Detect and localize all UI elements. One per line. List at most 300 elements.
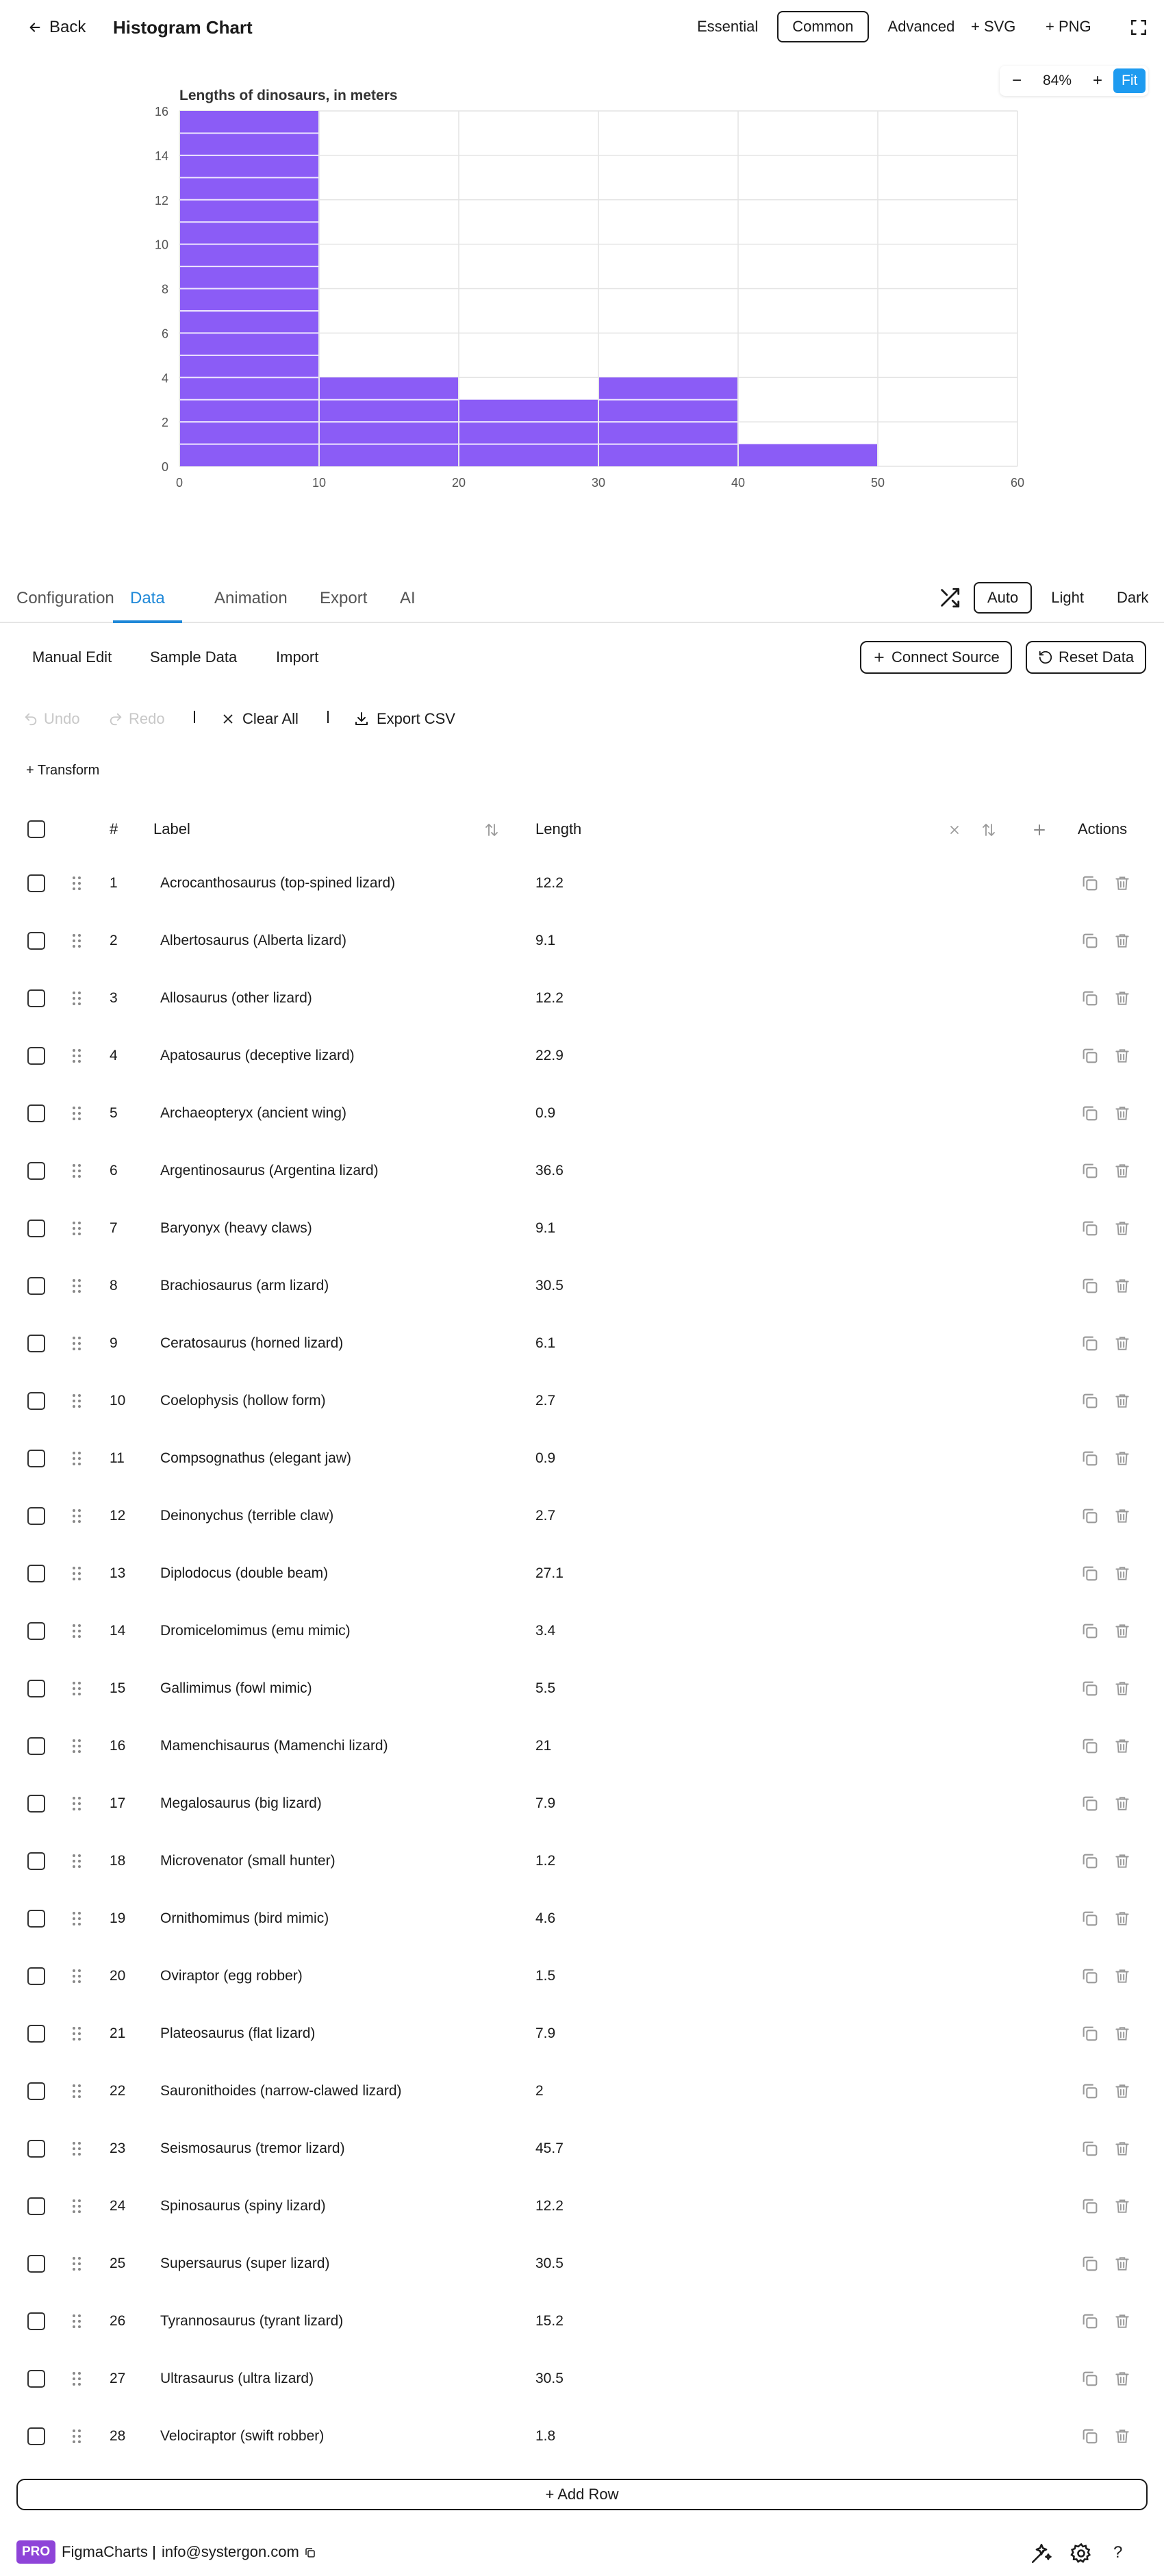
row-checkbox[interactable] — [27, 1104, 45, 1122]
row-length-cell[interactable]: 30.5 — [535, 1278, 564, 1293]
row-length-cell[interactable]: 9.1 — [535, 933, 556, 948]
row-length-cell[interactable]: 12.2 — [535, 875, 564, 891]
row-checkbox[interactable] — [27, 1622, 45, 1640]
chart-title: Lengths of dinosaurs, in meters — [179, 88, 398, 103]
trash-icon[interactable] — [1113, 989, 1131, 1008]
duplicate-icon[interactable] — [1080, 1737, 1100, 1756]
tab-data[interactable]: Data — [113, 589, 182, 623]
col-length-header: Length — [535, 820, 582, 837]
row-number: 28 — [110, 2428, 126, 2444]
table-row — [0, 1257, 1164, 1315]
pro-badge: PRO — [16, 2540, 55, 2564]
row-checkbox[interactable] — [27, 2312, 45, 2330]
help-button[interactable]: ? — [1113, 2543, 1123, 2562]
row-checkbox[interactable] — [27, 2370, 45, 2388]
drag-handle-icon[interactable] — [71, 1680, 82, 1697]
row-checkbox[interactable] — [27, 1565, 45, 1582]
undo-label: Undo — [44, 710, 80, 727]
row-checkbox[interactable] — [27, 1450, 45, 1467]
duplicate-icon[interactable] — [1080, 1967, 1100, 1986]
row-checkbox[interactable] — [27, 2025, 45, 2043]
sort-icon[interactable] — [483, 822, 500, 838]
trash-icon[interactable] — [1113, 1219, 1131, 1238]
row-number: 22 — [110, 2083, 126, 2099]
drag-handle-icon[interactable] — [71, 1450, 82, 1467]
table-row — [0, 2408, 1164, 2465]
transform-button[interactable]: + Transform — [26, 763, 100, 778]
undo-icon — [23, 711, 38, 727]
table-row — [0, 855, 1164, 912]
duplicate-icon[interactable] — [1080, 1276, 1100, 1296]
row-number: 7 — [110, 1220, 118, 1236]
drag-handle-icon[interactable] — [71, 875, 82, 892]
trash-icon[interactable] — [1113, 1334, 1131, 1353]
trash-icon[interactable] — [1113, 2024, 1131, 2043]
row-label-cell[interactable]: Ornithomimus (bird mimic) — [160, 1910, 329, 1926]
x-tick-label: 20 — [451, 476, 466, 490]
zoom-in-button[interactable]: + — [1092, 71, 1102, 90]
y-tick-label: 10 — [154, 238, 168, 252]
trash-icon[interactable] — [1113, 1679, 1131, 1698]
row-length-cell[interactable]: 1.8 — [535, 2428, 556, 2444]
row-checkbox[interactable] — [27, 932, 45, 950]
divider — [153, 2546, 155, 2560]
drag-handle-icon[interactable] — [71, 1565, 82, 1582]
duplicate-icon[interactable] — [1080, 989, 1100, 1008]
row-number: 1 — [110, 875, 118, 891]
row-number: 21 — [110, 2025, 126, 2041]
duplicate-icon[interactable] — [1080, 931, 1100, 950]
clear-all-label: Clear All — [242, 710, 299, 727]
reset-data-button[interactable] — [1026, 641, 1146, 674]
table-row — [0, 2235, 1164, 2293]
row-length-cell[interactable]: 4.6 — [535, 1910, 556, 1926]
row-checkbox[interactable] — [27, 2427, 45, 2445]
row-label-cell[interactable]: Ceratosaurus (horned lizard) — [160, 1335, 344, 1351]
row-checkbox[interactable] — [27, 1335, 45, 1352]
trash-icon[interactable] — [1113, 1046, 1131, 1065]
row-label-cell[interactable]: Ultrasaurus (ultra lizard) — [160, 2371, 314, 2386]
row-length-cell[interactable]: 21 — [535, 1738, 552, 1754]
row-length-cell[interactable]: 5.5 — [535, 1680, 556, 1696]
duplicate-icon[interactable] — [1080, 2312, 1100, 2331]
copy-icon[interactable] — [304, 2547, 316, 2559]
duplicate-icon[interactable] — [1080, 2024, 1100, 2043]
row-length-cell[interactable]: 6.1 — [535, 1335, 556, 1351]
row-length-cell[interactable]: 30.5 — [535, 2256, 564, 2271]
row-number: 20 — [110, 1968, 126, 1984]
row-checkbox[interactable] — [27, 1507, 45, 1525]
table-row — [0, 912, 1164, 970]
row-label-cell[interactable]: Coelophysis (hollow form) — [160, 1393, 326, 1409]
duplicate-icon[interactable] — [1080, 1334, 1100, 1353]
zoom-out-button[interactable]: − — [1011, 71, 1022, 90]
trash-icon[interactable] — [1113, 874, 1131, 893]
table-row — [0, 1545, 1164, 1602]
row-length-cell[interactable]: 1.2 — [535, 1853, 556, 1869]
row-number: 11 — [110, 1450, 125, 1466]
row-length-cell[interactable]: 30.5 — [535, 2371, 564, 2386]
tab-ai[interactable]: AI — [400, 589, 416, 607]
row-label-cell[interactable]: Mamenchisaurus (Mamenchi lizard) — [160, 1738, 388, 1754]
trash-icon[interactable] — [1113, 2254, 1131, 2273]
download-icon — [353, 711, 370, 727]
row-label-cell[interactable]: Dromicelomimus (emu mimic) — [160, 1623, 351, 1639]
row-checkbox[interactable] — [27, 1047, 45, 1065]
table-row — [0, 1027, 1164, 1085]
table-row — [0, 1602, 1164, 1660]
row-label-cell[interactable]: Supersaurus (super lizard) — [160, 2256, 330, 2271]
add-column-icon[interactable] — [1031, 822, 1048, 838]
row-label-cell[interactable]: Sauronithoides (narrow-clawed lizard) — [160, 2083, 402, 2099]
drag-handle-icon[interactable] — [71, 1795, 82, 1812]
table-row — [0, 2062, 1164, 2120]
drag-handle-icon[interactable] — [71, 990, 82, 1007]
divider — [194, 711, 195, 723]
fullscreen-icon[interactable] — [1130, 18, 1148, 36]
table-row — [0, 2005, 1164, 2062]
mode-essential[interactable]: Essential — [697, 18, 759, 35]
row-length-cell[interactable]: 2 — [535, 2083, 544, 2099]
y-tick-label: 6 — [161, 327, 168, 341]
trash-icon[interactable] — [1113, 2427, 1131, 2446]
histogram-chart — [144, 81, 1034, 492]
redo-button[interactable] — [108, 705, 165, 733]
row-number: 8 — [110, 1278, 118, 1293]
row-label-cell[interactable]: Diplodocus (double beam) — [160, 1565, 329, 1581]
row-number: 9 — [110, 1335, 118, 1351]
drag-handle-icon[interactable] — [71, 2313, 82, 2329]
row-checkbox[interactable] — [27, 1967, 45, 1985]
row-label-cell[interactable]: Velociraptor (swift robber) — [160, 2428, 325, 2444]
y-tick-label: 0 — [161, 460, 168, 474]
duplicate-icon[interactable] — [1080, 1564, 1100, 1583]
trash-icon[interactable] — [1113, 1276, 1131, 1296]
drag-handle-icon[interactable] — [71, 2256, 82, 2272]
row-length-cell[interactable]: 9.1 — [535, 1220, 556, 1236]
theme-dark[interactable]: Dark — [1116, 589, 1149, 606]
duplicate-icon[interactable] — [1080, 1046, 1100, 1065]
row-checkbox[interactable] — [27, 2255, 45, 2273]
row-number: 13 — [110, 1565, 126, 1581]
row-checkbox[interactable] — [27, 2082, 45, 2100]
drag-handle-icon[interactable] — [71, 2083, 82, 2099]
theme-light[interactable]: Light — [1051, 589, 1084, 606]
y-tick-label: 2 — [161, 416, 168, 430]
trash-icon[interactable] — [1113, 931, 1131, 950]
duplicate-icon[interactable] — [1080, 1391, 1100, 1411]
row-number: 17 — [110, 1795, 126, 1811]
theme-auto[interactable]: Auto — [974, 582, 1032, 614]
row-checkbox[interactable] — [27, 1852, 45, 1870]
contact-email[interactable]: info@systergon.com — [162, 2543, 299, 2560]
row-length-cell[interactable]: 12.2 — [535, 2198, 564, 2214]
duplicate-icon[interactable] — [1080, 1794, 1100, 1813]
row-label-cell[interactable]: Plateosaurus (flat lizard) — [160, 2025, 316, 2041]
drag-handle-icon[interactable] — [71, 1048, 82, 1064]
drag-handle-icon[interactable] — [71, 2198, 82, 2214]
tab-animation[interactable]: Animation — [214, 589, 288, 607]
row-length-cell[interactable]: 0.9 — [535, 1105, 556, 1121]
duplicate-icon[interactable] — [1080, 1909, 1100, 1928]
table-header — [0, 809, 1164, 849]
duplicate-icon[interactable] — [1080, 2082, 1100, 2101]
drag-handle-icon[interactable] — [71, 1910, 82, 1927]
row-label-cell[interactable]: Acrocanthosaurus (top-spined lizard) — [160, 875, 396, 891]
row-number: 10 — [110, 1393, 126, 1409]
drag-handle-icon[interactable] — [71, 1335, 82, 1352]
table-row — [0, 1085, 1164, 1142]
table-row — [0, 1142, 1164, 1200]
row-length-cell[interactable]: 22.9 — [535, 1048, 564, 1063]
reset-icon — [1038, 650, 1053, 665]
row-number: 15 — [110, 1680, 126, 1696]
y-tick-label: 14 — [154, 149, 168, 163]
row-length-cell[interactable]: 36.6 — [535, 1163, 564, 1178]
connect-source-button[interactable] — [860, 641, 1012, 674]
magic-sparkles-icon[interactable] — [1030, 2542, 1053, 2565]
row-number: 6 — [110, 1163, 118, 1178]
drag-handle-icon[interactable] — [71, 1968, 82, 1984]
add-row-button[interactable]: + Add Row — [16, 2479, 1148, 2510]
row-length-cell[interactable]: 12.2 — [535, 990, 564, 1006]
row-label-cell[interactable]: Archaeopteryx (ancient wing) — [160, 1105, 346, 1121]
tab-configuration[interactable]: Configuration — [16, 589, 114, 607]
trash-icon[interactable] — [1113, 1909, 1131, 1928]
trash-icon[interactable] — [1113, 1391, 1131, 1411]
table-row — [0, 1430, 1164, 1487]
row-number: 16 — [110, 1738, 126, 1754]
duplicate-icon[interactable] — [1080, 1852, 1100, 1871]
trash-icon[interactable] — [1113, 1852, 1131, 1871]
trash-icon[interactable] — [1113, 1621, 1131, 1641]
export-csv-button[interactable] — [353, 705, 455, 733]
duplicate-icon[interactable] — [1080, 1679, 1100, 1698]
page-title: Histogram Chart — [113, 17, 253, 38]
x-tick-label: 50 — [870, 476, 885, 490]
histogram-bar — [739, 444, 877, 466]
row-checkbox[interactable] — [27, 1277, 45, 1295]
row-length-cell[interactable]: 2.7 — [535, 1393, 556, 1409]
export-csv-label: Export CSV — [377, 710, 455, 727]
row-length-cell[interactable]: 2.7 — [535, 1508, 556, 1524]
row-checkbox[interactable] — [27, 1680, 45, 1697]
row-label-cell[interactable]: Compsognathus (elegant jaw) — [160, 1450, 351, 1466]
row-number: 27 — [110, 2371, 126, 2386]
row-checkbox[interactable] — [27, 1162, 45, 1180]
drag-handle-icon[interactable] — [71, 2025, 82, 2042]
redo-icon — [108, 711, 123, 727]
top-bar — [0, 0, 1164, 55]
undo-button[interactable] — [23, 705, 80, 733]
drag-handle-icon[interactable] — [71, 2428, 82, 2445]
row-length-cell[interactable]: 0.9 — [535, 1450, 556, 1466]
zoom-fit-button[interactable]: Fit — [1113, 68, 1146, 93]
x-tick-label: 40 — [731, 476, 746, 490]
table-row — [0, 1947, 1164, 2005]
duplicate-icon[interactable] — [1080, 1104, 1100, 1123]
add-svg-button[interactable]: + SVG — [971, 18, 1016, 35]
divider — [327, 711, 329, 723]
row-number: 3 — [110, 990, 118, 1006]
trash-icon[interactable] — [1113, 1794, 1131, 1813]
trash-icon[interactable] — [1113, 1104, 1131, 1123]
duplicate-icon[interactable] — [1080, 2254, 1100, 2273]
row-number: 24 — [110, 2198, 126, 2214]
table-row — [0, 1315, 1164, 1372]
duplicate-icon[interactable] — [1080, 874, 1100, 893]
x-tick-label: 60 — [1010, 476, 1025, 490]
trash-icon[interactable] — [1113, 1449, 1131, 1468]
redo-label: Redo — [129, 710, 165, 727]
row-label-cell[interactable]: Megalosaurus (big lizard) — [160, 1795, 322, 1811]
row-number: 23 — [110, 2141, 126, 2156]
row-label-cell[interactable]: Tyrannosaurus (tyrant lizard) — [160, 2313, 344, 2329]
table-row — [0, 1775, 1164, 1832]
col-actions-header: Actions — [1078, 820, 1128, 837]
shuffle-icon[interactable] — [938, 586, 961, 609]
trash-icon[interactable] — [1113, 2139, 1131, 2158]
mode-common[interactable]: Common — [777, 11, 868, 42]
chart-svg — [144, 81, 1034, 492]
table-row — [0, 1487, 1164, 1545]
sample-data-button[interactable]: Sample Data — [150, 648, 238, 666]
duplicate-icon[interactable] — [1080, 1506, 1100, 1526]
row-number: 2 — [110, 933, 118, 948]
clear-all-button[interactable] — [220, 705, 299, 733]
row-length-cell[interactable]: 7.9 — [535, 1795, 556, 1811]
connect-source-label: Connect Source — [891, 648, 1000, 666]
duplicate-icon[interactable] — [1080, 2369, 1100, 2388]
drag-handle-icon[interactable] — [71, 1508, 82, 1524]
duplicate-icon[interactable] — [1080, 1621, 1100, 1641]
col-label-header: Label — [153, 820, 190, 837]
x-tick-label: 0 — [175, 476, 184, 490]
table-row — [0, 1660, 1164, 1717]
row-checkbox[interactable] — [27, 2140, 45, 2158]
arrow-left-icon — [27, 20, 42, 35]
back-button[interactable] — [27, 15, 86, 40]
trash-icon[interactable] — [1113, 1506, 1131, 1526]
row-number: 26 — [110, 2313, 126, 2329]
tab-export[interactable]: Export — [320, 589, 368, 607]
table-row — [0, 1372, 1164, 1430]
duplicate-icon[interactable] — [1080, 1219, 1100, 1238]
row-checkbox[interactable] — [27, 1910, 45, 1928]
table-row — [0, 970, 1164, 1027]
drag-handle-icon[interactable] — [71, 1105, 82, 1122]
row-checkbox[interactable] — [27, 1392, 45, 1410]
add-png-button[interactable]: + PNG — [1046, 18, 1091, 35]
duplicate-icon[interactable] — [1080, 1449, 1100, 1468]
duplicate-icon[interactable] — [1080, 2197, 1100, 2216]
row-checkbox[interactable] — [27, 1220, 45, 1237]
trash-icon[interactable] — [1113, 1737, 1131, 1756]
row-label-cell[interactable]: Brachiosaurus (arm lizard) — [160, 1278, 329, 1293]
row-checkbox[interactable] — [27, 1737, 45, 1755]
duplicate-icon[interactable] — [1080, 2139, 1100, 2158]
row-checkbox[interactable] — [27, 2197, 45, 2215]
col-num-header: # — [110, 820, 118, 837]
row-label-cell[interactable]: Oviraptor (egg robber) — [160, 1968, 303, 1984]
zoom-level: 84% — [1042, 73, 1072, 88]
row-label-cell[interactable]: Microvenator (small hunter) — [160, 1853, 336, 1869]
drag-handle-icon[interactable] — [71, 1220, 82, 1237]
row-length-cell[interactable]: 15.2 — [535, 2313, 564, 2329]
duplicate-icon[interactable] — [1080, 2427, 1100, 2446]
table-row — [0, 1717, 1164, 1775]
row-label-cell[interactable]: Seismosaurus (tremor lizard) — [160, 2141, 345, 2156]
drag-handle-icon[interactable] — [71, 1278, 82, 1294]
drag-handle-icon[interactable] — [71, 1853, 82, 1869]
select-all-checkbox[interactable] — [27, 820, 45, 838]
trash-icon[interactable] — [1113, 1564, 1131, 1583]
row-label-cell[interactable]: Allosaurus (other lizard) — [160, 990, 312, 1006]
drag-handle-icon[interactable] — [71, 1163, 82, 1179]
y-tick-label: 12 — [154, 193, 168, 207]
reset-data-label: Reset Data — [1059, 648, 1135, 666]
import-button[interactable]: Import — [276, 648, 319, 666]
drag-handle-icon[interactable] — [71, 1623, 82, 1639]
row-label-cell[interactable]: Deinonychus (terrible claw) — [160, 1508, 334, 1524]
duplicate-icon[interactable] — [1080, 1161, 1100, 1180]
row-label-cell[interactable]: Albertosaurus (Alberta lizard) — [160, 933, 346, 948]
drag-handle-icon[interactable] — [71, 933, 82, 949]
trash-icon[interactable] — [1113, 2082, 1131, 2101]
footer — [0, 2534, 1164, 2576]
sort-icon[interactable] — [980, 822, 997, 838]
drag-handle-icon[interactable] — [71, 2371, 82, 2387]
trash-icon[interactable] — [1113, 2369, 1131, 2388]
trash-icon[interactable] — [1113, 1161, 1131, 1180]
row-label-cell[interactable]: Spinosaurus (spiny lizard) — [160, 2198, 326, 2214]
row-length-cell[interactable]: 3.4 — [535, 1623, 556, 1639]
drag-handle-icon[interactable] — [71, 2141, 82, 2157]
trash-icon[interactable] — [1113, 2197, 1131, 2216]
manual-edit-button[interactable]: Manual Edit — [32, 648, 112, 666]
row-label-cell[interactable]: Gallimimus (fowl mimic) — [160, 1680, 312, 1696]
row-length-cell[interactable]: 27.1 — [535, 1565, 564, 1581]
table-row — [0, 2177, 1164, 2235]
row-length-cell[interactable]: 1.5 — [535, 1968, 556, 1984]
table-row — [0, 1200, 1164, 1257]
close-icon — [220, 711, 236, 727]
drag-handle-icon[interactable] — [71, 1738, 82, 1754]
table-row — [0, 2293, 1164, 2350]
table-row — [0, 2350, 1164, 2408]
row-checkbox[interactable] — [27, 989, 45, 1007]
trash-icon[interactable] — [1113, 1967, 1131, 1986]
y-tick-label: 4 — [161, 371, 168, 386]
mode-advanced[interactable]: Advanced — [887, 18, 955, 35]
back-label: Back — [49, 18, 86, 36]
row-number: 19 — [110, 1910, 126, 1926]
row-length-cell[interactable]: 45.7 — [535, 2141, 564, 2156]
row-length-cell[interactable]: 7.9 — [535, 2025, 556, 2041]
drag-handle-icon[interactable] — [71, 1393, 82, 1409]
plus-icon — [872, 651, 886, 664]
row-label-cell[interactable]: Baryonyx (heavy claws) — [160, 1220, 312, 1236]
row-label-cell[interactable]: Argentinosaurus (Argentina lizard) — [160, 1163, 379, 1178]
row-checkbox[interactable] — [27, 1795, 45, 1813]
row-checkbox[interactable] — [27, 874, 45, 892]
mode-selector — [682, 11, 970, 42]
settings-gear-icon[interactable] — [1070, 2542, 1093, 2565]
y-tick-label: 16 — [154, 105, 168, 118]
row-label-cell[interactable]: Apatosaurus (deceptive lizard) — [160, 1048, 355, 1063]
remove-column-icon[interactable] — [948, 823, 961, 837]
trash-icon[interactable] — [1113, 2312, 1131, 2331]
